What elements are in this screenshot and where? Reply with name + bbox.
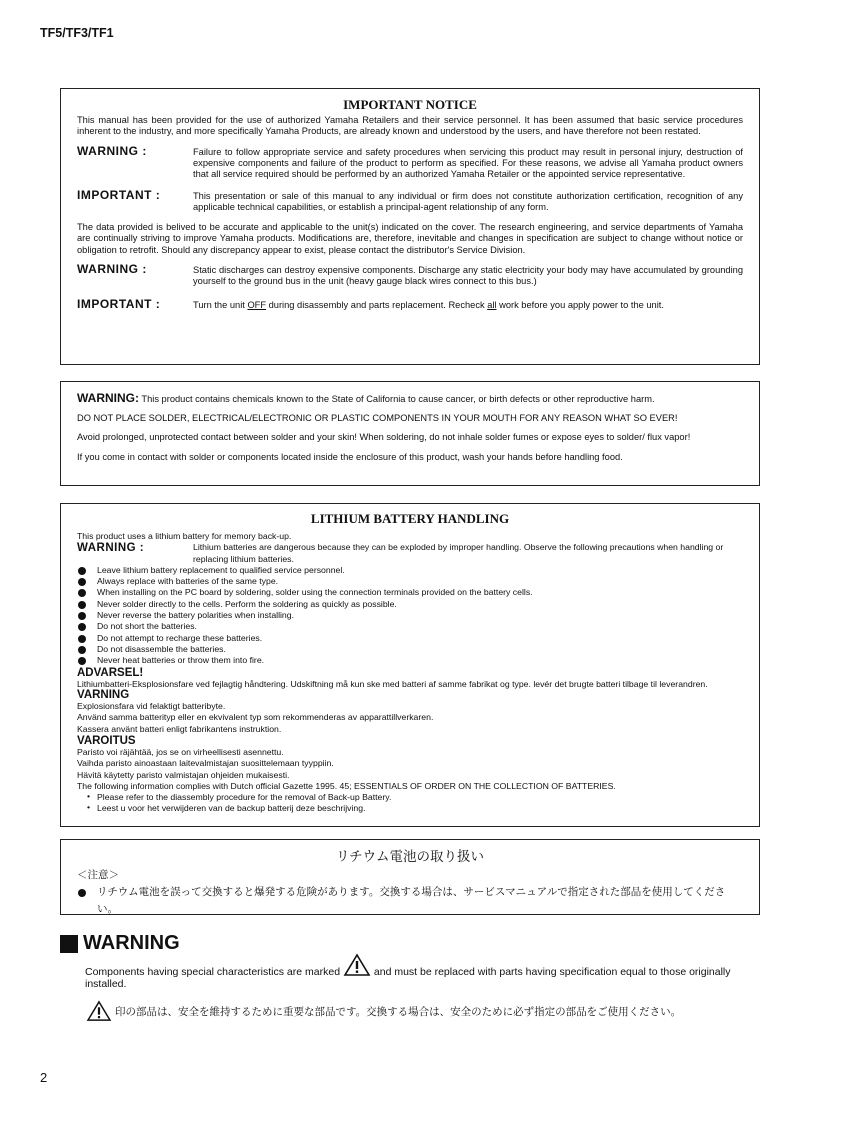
varoitus-title: VAROITUS: [77, 734, 136, 747]
list-item: Never solder directly to the cells. Perform the soldering as quickly as possible.: [77, 599, 743, 610]
warning2-text: Static discharges can destroy expensive components. Discharge any static electricity your body may have accumulated by grounding yourself to the ground bus in the unit (heavy gauge black wires connect to this bus.): [193, 265, 743, 287]
warning-japanese-text: 印の部品は、安全を維持するために重要な部品です。交換する場合は、安全のために必ず指定の部品をご使用ください。: [115, 1005, 682, 1018]
warning-row: [77, 144, 743, 180]
model-header: TF5/TF3/TF1: [40, 26, 114, 40]
list-item: Do not disassemble the batteries.: [77, 644, 743, 655]
bullet-icon: [78, 889, 86, 897]
varoitus-line: Hävitä käytetty paristo valmistajan ohjeiden mukaisesti.: [77, 769, 290, 780]
important-label: IMPORTANT :: [77, 187, 161, 202]
varoitus-line: Vaihda paristo ainoastaan laitevalmistajan suosittelemaan tyyppiin.: [77, 758, 334, 769]
avoid-contact-line: Avoid prolonged, unprotected contact between solder and your skin! When soldering, do not inhale solder fumes or expose eyes to solder/ flux vapor!: [77, 432, 691, 442]
list-item: Never reverse the battery polarities when installing.: [77, 610, 743, 621]
caution-triangle-icon: [85, 1000, 113, 1022]
list-item: Always replace with batteries of the same type.: [77, 576, 743, 587]
varning-line: Explosionsfara vid felaktigt batteribyte.: [77, 701, 226, 712]
lithium-intro: This product uses a lithium battery for memory back-up.: [77, 531, 292, 541]
california-warning-line: [77, 392, 743, 406]
list-item: Leave lithium battery replacement to qualified service personnel.: [77, 565, 743, 576]
list-item: • Leest u voor het verwijderen van de backup batterij deze beschrijving.: [85, 803, 743, 814]
japanese-note: ＜注意＞: [77, 869, 119, 881]
black-square-icon: [60, 935, 78, 953]
intro-paragraph: This manual has been provided for the use of authorized Yamaha Retailers and their service personnel. It has been assumed that basic service procedures inherent to the industry, and more specifically Yamaha Products, are already known and understood by the users, and have therefore not been restated.: [77, 115, 743, 137]
warning-japanese-line: [85, 1000, 765, 1022]
lithium-warning-text: Lithium batteries are dangerous because they can be exploded by improper handling. Observe the following precautions when handling or replacing lithium batteries.: [193, 542, 724, 564]
lithium-warning-label: WARNING :: [77, 542, 145, 555]
data-paragraph: The data provided is belived to be accurate and applicable to the unit(s) indicated on the cover. The research engineering, and service departments of Yamaha are continually striving to improve Yamaha products. Modifications are, therefore, inevitable and changes in specification are subject to change without notice or obligation to retrofit. Should any discrepancy appear to exist, please contact the distributor's Service Division.: [77, 221, 743, 255]
all-word: all: [487, 300, 497, 311]
no-solder-in-mouth-line: DO NOT PLACE SOLDER, ELECTRICAL/ELECTRONIC OR PLASTIC COMPONENTS IN YOUR MOUTH FOR ANY REASON WHAT SO EVER!: [77, 413, 678, 423]
warning2-label: WARNING :: [77, 262, 147, 277]
lithium-precautions-list: [77, 565, 743, 667]
japanese-lithium-box: [60, 839, 760, 915]
lithium-title: LITHIUM BATTERY HANDLING: [310, 511, 510, 526]
wash-hands-line: If you come in contact with solder or components located inside the enclosure of this product, wash your hands before handling food.: [77, 451, 623, 462]
warning-components-text: Components having special characteristics are marked and must be replaced with parts having specification equal to those originally installed.: [85, 953, 745, 990]
list-item: • Please refer to the diassembly procedure for the removal of Back-up Battery.: [85, 792, 743, 803]
california-warning-text: This product contains chemicals known to the State of California to cause cancer, or birth defects or other reproductive harm.: [139, 394, 655, 404]
important-notice-box: [60, 88, 760, 365]
list-item: Do not attempt to recharge these batteries.: [77, 633, 743, 644]
important2-label: IMPORTANT :: [77, 297, 161, 312]
important2-text: Turn the unit OFF during disassembly and parts replacement. Recheck all work before you apply power to the unit.: [193, 300, 664, 311]
varoitus-line: Paristo voi räjähtää, jos se on virheellisesti asennettu.: [77, 746, 284, 757]
warning-label: WARNING :: [77, 143, 147, 158]
advarsel-title: ADVARSEL!: [77, 666, 144, 679]
california-warning-label: WARNING:: [77, 391, 139, 405]
lithium-warning-row: [77, 542, 743, 565]
dutch-gazette-line: The following information complies with Dutch official Gazette 1995. 45; ESSENTIALS OF ORDER ON THE COLLECTION OF BATTERIES.: [77, 780, 616, 791]
varning-line: Använd samma batterityp eller en ekvivalent typ som rekommenderas av apparattillverkaren.: [77, 712, 434, 723]
california-warning-box: [60, 381, 760, 486]
warning2-row: [77, 262, 743, 287]
important-row: [77, 188, 743, 213]
warning-text: Failure to follow appropriate service and safety procedures when servicing this product may result in personal injury, destruction of expensive components and failure of the product to perform as specified. For these reasons, we advise all Yamaha product owners that all service required should be performed by an authorized Yamaha Retailer or the appointed service representative.: [193, 146, 743, 179]
caution-triangle-icon: [343, 953, 371, 977]
off-word: OFF: [247, 300, 267, 311]
advarsel-text: Lithiumbatteri-Eksplosionsfare ved fejlagtig håndtering. Udskiftning må kun ske med batteri af samme fabrikat og type. levér det brugte batteri tilbage til leverandren.: [77, 678, 708, 689]
important-notice-title: IMPORTANT NOTICE: [343, 97, 477, 112]
list-item: Do not short the batteries.: [77, 621, 743, 632]
warning-heading: WARNING: [60, 932, 180, 955]
list-item: When installing on the PC board by soldering, solder using the connection terminals provided on the battery cells.: [77, 587, 743, 598]
varning-title: VARNING: [77, 689, 130, 702]
page-number: 2: [40, 1070, 48, 1085]
japanese-bullet: リチウム電池を誤って交換すると爆発する危険があります。交換する場合は、サービスマニュアルで指定された部品を使用してください。: [77, 884, 743, 918]
lithium-battery-box: [60, 503, 760, 827]
list-item: Never heat batteries or throw them into fire.: [77, 655, 743, 666]
backup-battery-notes: [77, 792, 743, 814]
varning-line: Kassera använt batteri enligt fabrikantens instruktion.: [77, 723, 282, 734]
important2-row: [77, 297, 743, 311]
japanese-title: リチウム電池の取り扱い: [335, 849, 485, 865]
important-text: This presentation or sale of this manual to any individual or firm does not constitute authorization certification, recognition of any applicable technical capabilities, or establish a principal-agent relationship of any form.: [193, 190, 743, 212]
